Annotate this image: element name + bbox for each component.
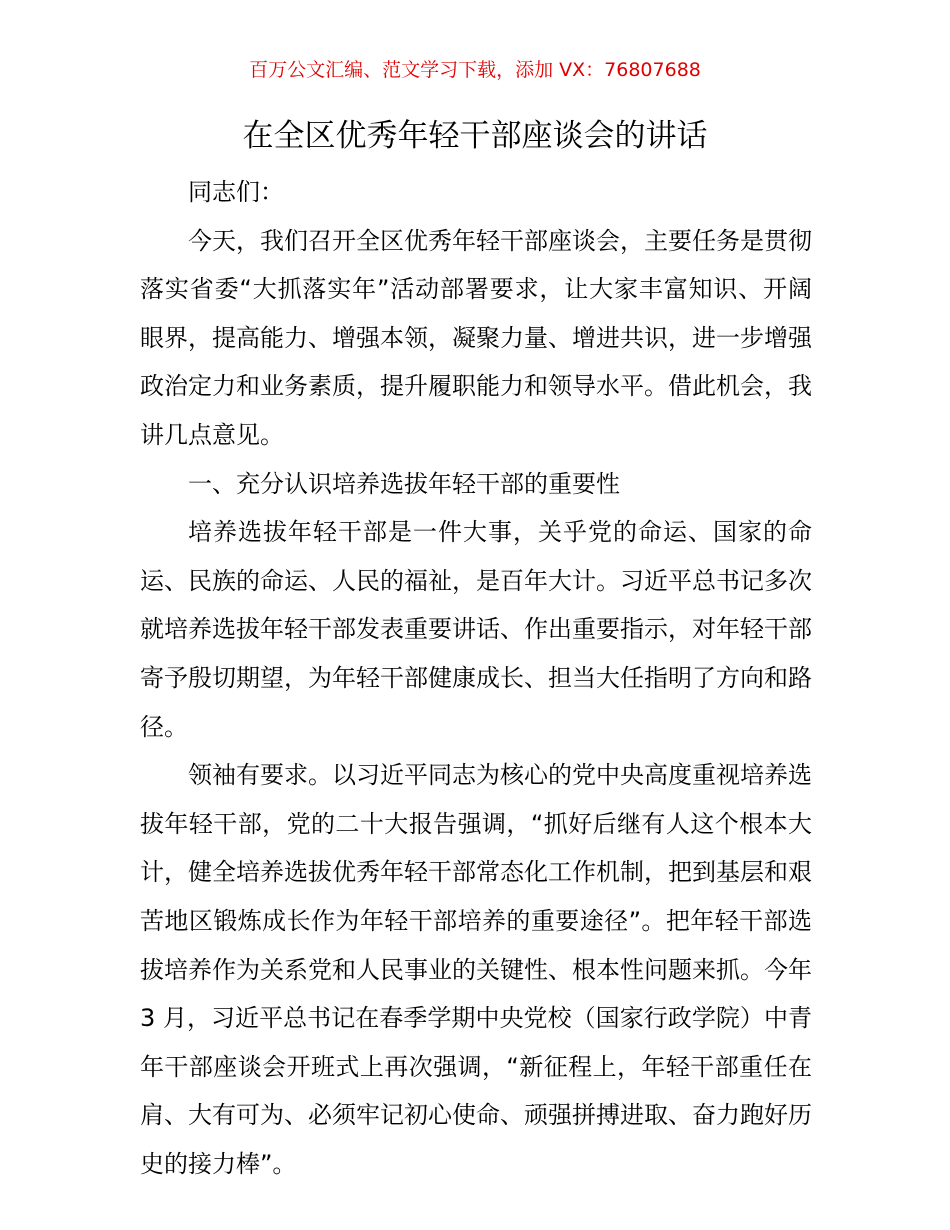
salutation: 同志们：	[188, 178, 284, 206]
page-title: 在全区优秀年轻干部座谈会的讲话	[242, 118, 708, 154]
paragraph-intro: 今天，我们召开全区优秀年轻干部座谈会，主要任务是贯彻落实省委“大抓落实年”活动部署要求，让大家丰富知识、开阔眼界，提高能力、增强本领，凝聚力量、增进共识，进一步增强政治定力和业务素质，提升履职能力和领导水平。借此机会，我讲几点意见。	[140, 226, 812, 449]
document-body	[140, 168, 812, 1188]
header-note: 百万公文汇编、范文学习下载，添加 VX：76807688	[249, 59, 701, 81]
paragraph-leader-requirements: 领袖有要求。以习近平同志为核心的党中央高度重视培养选拔年轻干部，党的二十大报告强调，“抓好后继有人这个根本大计，健全培养选拔优秀年轻干部常态化工作机制，把到基层和艰苦地区锻炼成长作为年轻干部培养的重要途径”。把年轻干部选拔培养作为关系党和人民事业的关键性、根本性问题来抓。今年 3 月，习近平总书记在春季学期中央党校（国家行政学院）中青年干部座谈会开班式上再次强调，“新征程上，年轻干部重任在肩、大有可为、必须牢记初心使命、顽强拼搏进取、奋力跑好历史的接力棒”。	[140, 761, 812, 1178]
paragraph-importance: 培养选拔年轻干部是一件大事，关乎党的命运、国家的命运、民族的命运、人民的福祉，是百年大计。习近平总书记多次就培养选拔年轻干部发表重要讲话、作出重要指示，对年轻干部寄予殷切期望，为年轻干部健康成长、担当大任指明了方向和路径。	[140, 518, 812, 741]
section-heading-1: 一、充分认识培养选拔年轻干部的重要性	[188, 469, 620, 498]
